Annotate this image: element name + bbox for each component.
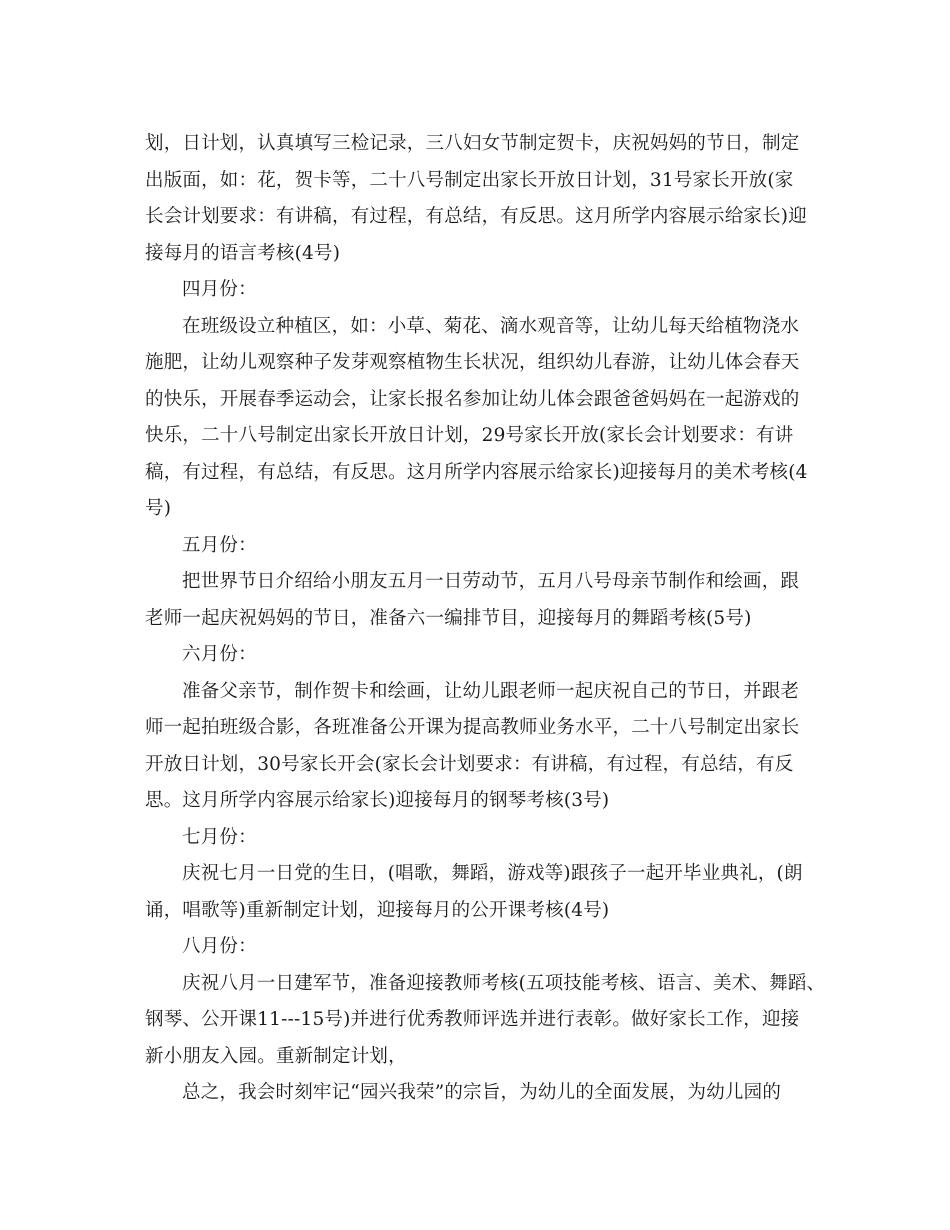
paragraph-start-line: 总之，我会时刻牢记“园兴我荣”的宗旨，为幼儿的全面发展，为幼儿园的 <box>182 1082 782 1103</box>
text-line: 施肥，让幼儿观察种子发芽观察植物生长状况，组织幼儿春游，让幼儿体会春天 <box>145 352 800 373</box>
text-line: 思。这月所学内容展示给家长)迎接每月的钢琴考核(3号) <box>145 790 610 811</box>
paragraph-start-line: 在班级设立种植区，如：小草、菊花、滴水观音等，让幼儿每天给植物浇水 <box>182 315 800 337</box>
paragraph-start-line: 庆祝七月一日党的生日，(唱歌，舞蹈，游戏等)跟孩子一起开毕业典礼，(朗 <box>182 863 803 884</box>
paragraph-start-line: 四月份： <box>182 279 257 300</box>
text-line: 接每月的语言考核(4号) <box>145 242 341 264</box>
paragraph-start-line: 七月份： <box>182 826 257 848</box>
paragraph-start-line: 六月份： <box>182 644 257 665</box>
paragraph-start-line: 准备父亲节，制作贺卡和绘画，让幼儿跟老师一起庆祝自己的节日，并跟老 <box>182 680 800 702</box>
text-line: 号) <box>145 498 172 519</box>
text-line: 快乐，二十八号制定出家长开放日计划，29号家长开放(家长会计划要求：有讲 <box>145 425 794 446</box>
paragraph-start-line: 庆祝八月一日建军节，准备迎接教师考核(五项技能考核、语言、美术、舞蹈、 <box>182 972 826 994</box>
text-line: 长会计划要求：有讲稿，有过程，有总结，有反思。这月所学内容展示给家长)迎 <box>145 206 807 227</box>
paragraph-start-line: 把世界节日介绍给小朋友五月一日劳动节，五月八号母亲节制作和绘画，跟 <box>182 571 800 592</box>
text-line: 钢琴、公开课11---15号)并进行优秀教师评选并进行表彰。做好家长工作，迎接 <box>145 1009 800 1030</box>
text-line: 师一起拍班级合影，各班准备公开课为提高教师业务水平，二十八号制定出家长 <box>145 717 800 738</box>
text-line: 划，日计划，认真填写三检记录，三八妇女节制定贺卡，庆祝妈妈的节日，制定 <box>145 133 800 154</box>
text-line: 的快乐，开展春季运动会，让家长报名参加让幼儿体会跟爸爸妈妈在一起游戏的 <box>145 388 800 410</box>
text-line: 新小朋友入园。重新制定计划， <box>145 1045 407 1067</box>
text-line: 开放日计划，30号家长开会(家长会计划要求：有讲稿，有过程，有总结，有反 <box>145 753 794 775</box>
text-line: 老师一起庆祝妈妈的节日，准备六一编排节目，迎接每月的舞蹈考核(5号) <box>145 607 752 629</box>
text-line: 出版面，如：花，贺卡等，二十八号制定出家长开放日计划，31号家长开放(家 <box>145 169 794 191</box>
paragraph-start-line: 五月份： <box>182 534 257 556</box>
document-body <box>145 126 826 1112</box>
paragraph-start-line: 八月份： <box>182 936 257 957</box>
text-line: 诵，唱歌等)重新制定计划，迎接每月的公开课考核(4号) <box>145 899 610 921</box>
text-line: 稿，有过程，有总结，有反思。这月所学内容展示给家长)迎接每月的美术考核(4 <box>145 461 808 483</box>
